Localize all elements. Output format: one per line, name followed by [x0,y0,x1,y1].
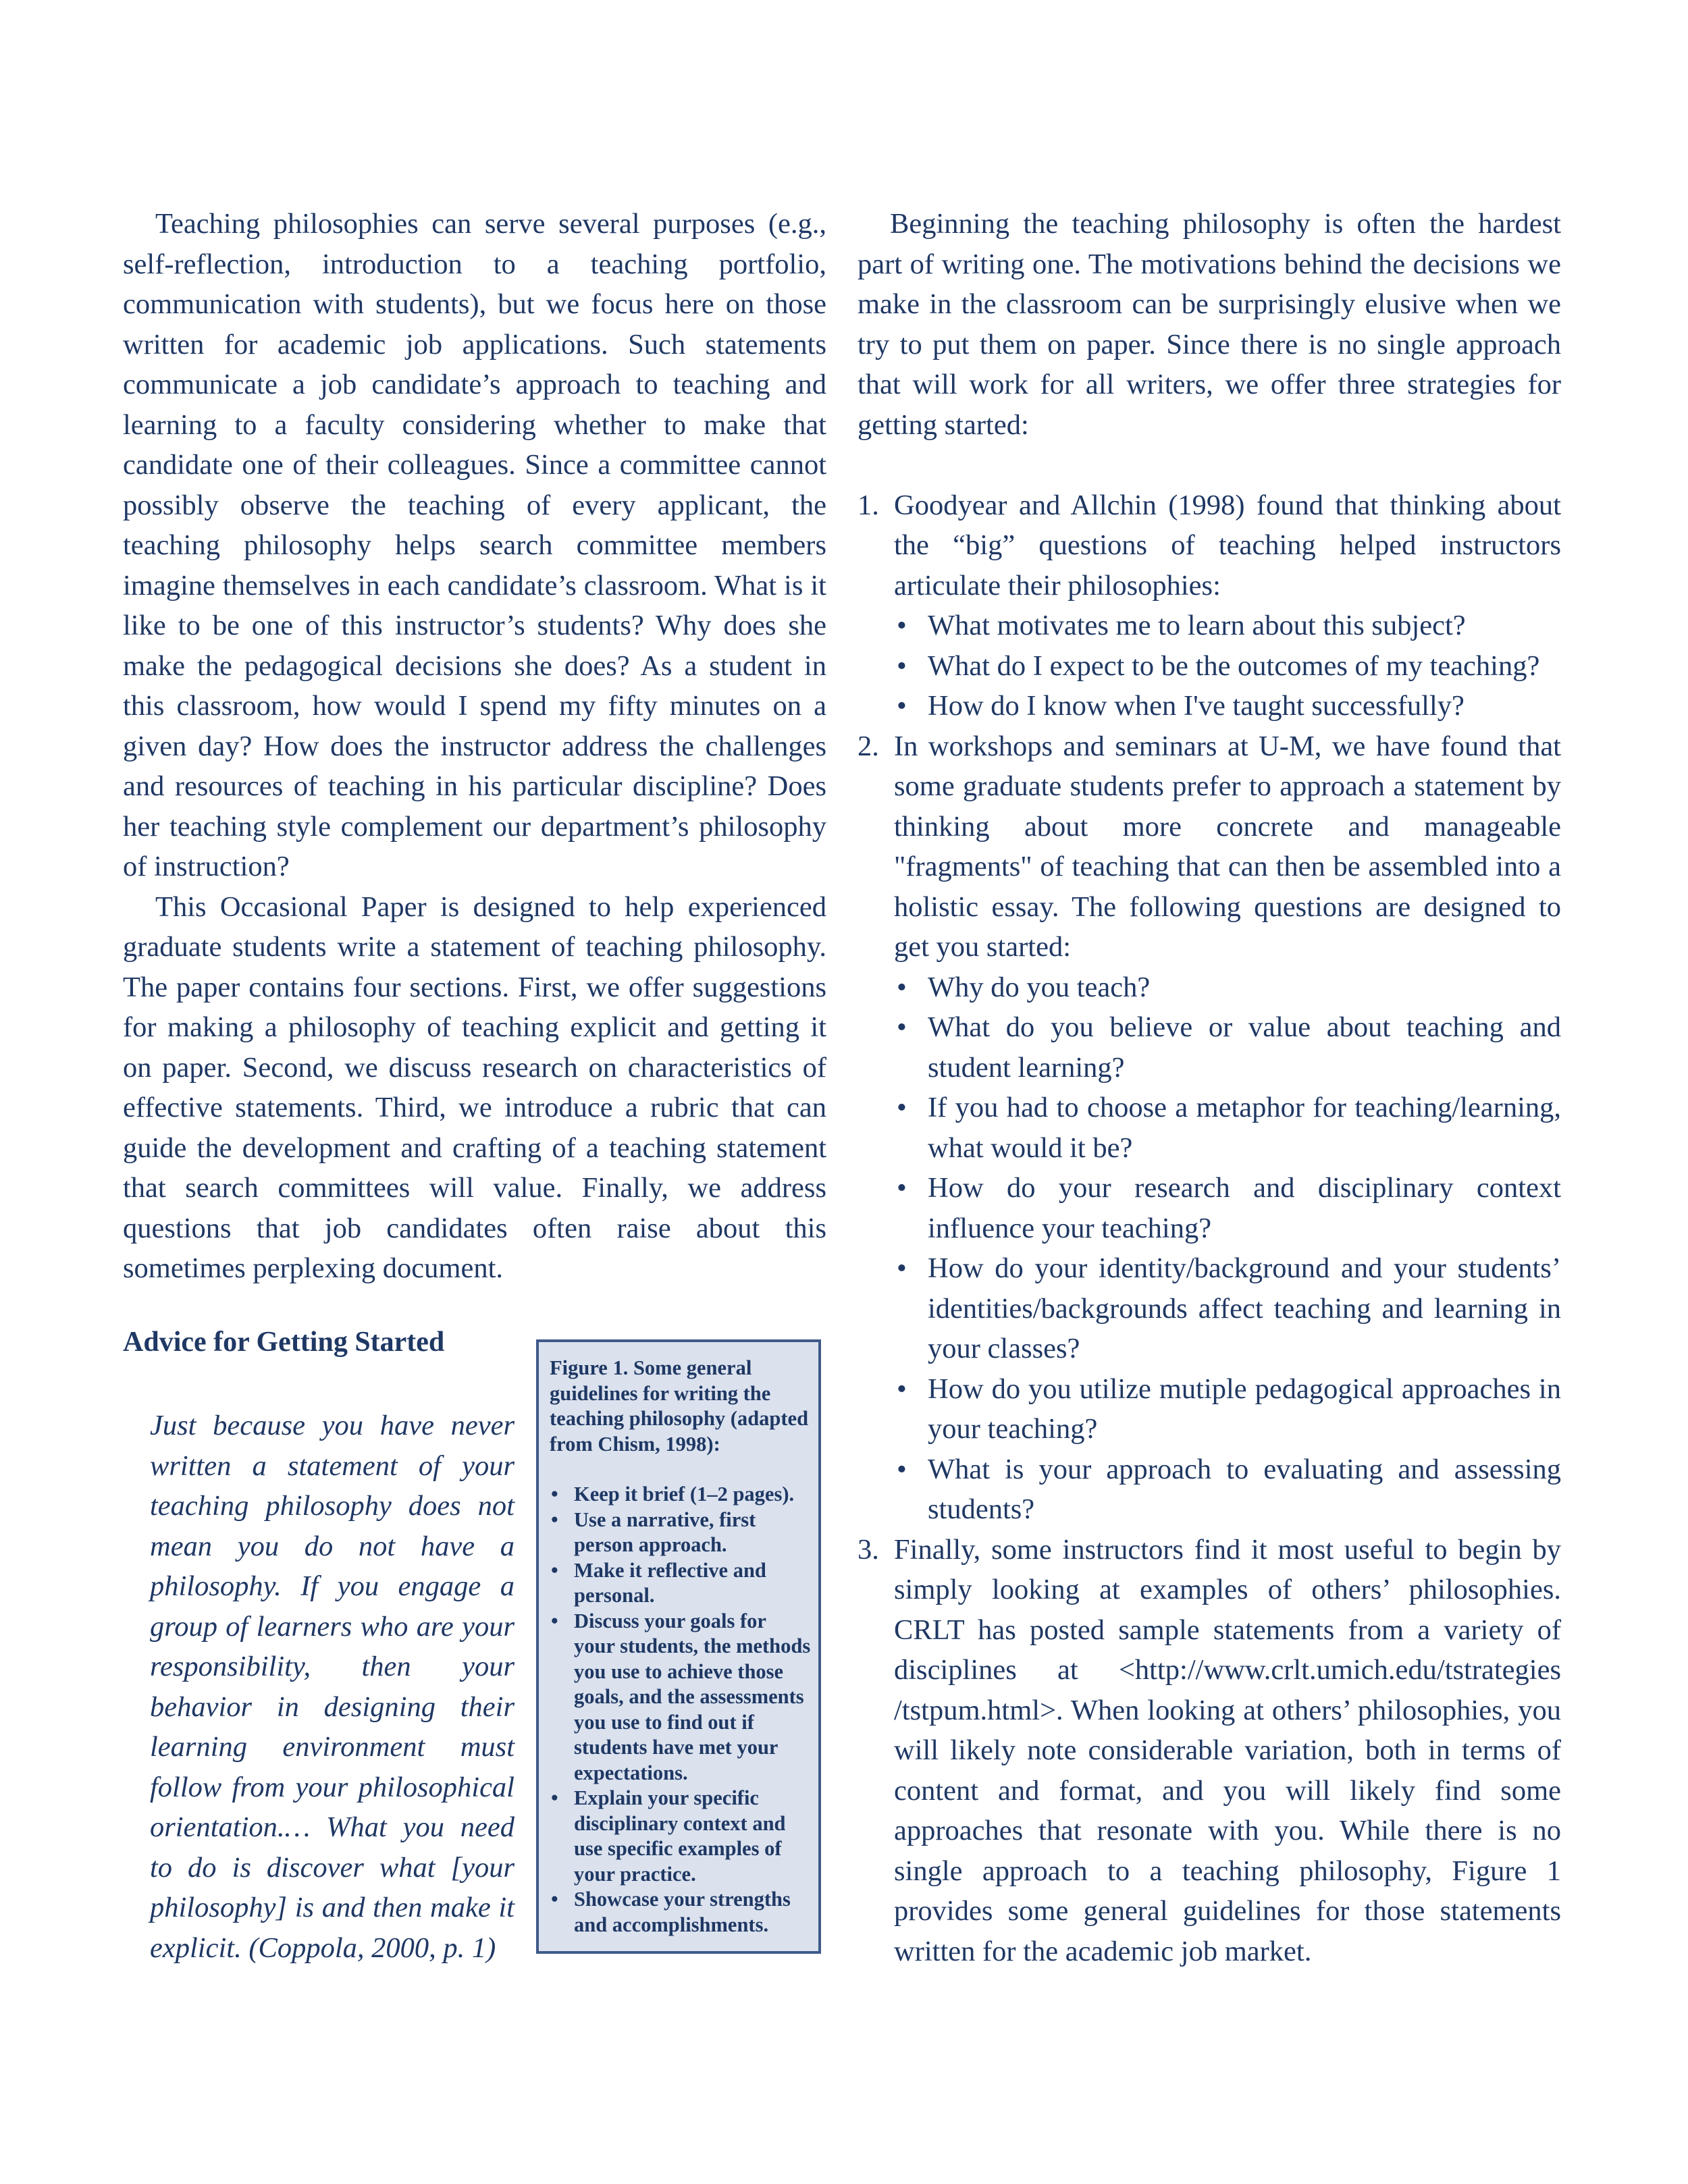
bullet-icon: • [897,1172,907,1204]
paragraph-beginning: Beginning the teaching philosophy is often the hardest part of writing one. The motivations behind the decisions we make in the classroom can be surprisingly elusive when we try to put them on paper. Since there is no single approach that will work for all writers, we offer three strategies for getting started: [858,208,1561,441]
strategies-list [858,485,1561,1972]
section-heading: Advice for Getting Started [123,1327,445,1358]
list-item: • Discuss your goals for your students, the methods you use to achieve those goals, and the assessments you use to find out if students have met your expectations. [551,1609,811,1784]
list-item: • Explain your specific disciplinary context and use specific examples of your practice. [551,1786,786,1886]
strategy-text: In workshops and seminars at U-M, we have found that some graduate students prefer to approach a statement by thinking about more concrete and manageable "fragments" of teaching that can then be assembled into a holistic essay. The following questions are designed to get you started: [894,730,1561,963]
list-item: • Why do you teach? [894,967,1561,1008]
bullet-icon: • [897,1373,907,1405]
bullet-icon: • [897,610,907,641]
bullet-icon: • [551,1786,558,1809]
strategy-3 [858,1530,1561,1972]
strategy-number: 2. [858,730,879,762]
list-item: • Make it reflective and personal. [551,1558,766,1607]
bullet-icon: • [551,1508,558,1531]
bullet-icon: • [551,1888,558,1911]
left-column [123,204,826,1289]
list-item: • Use a narrative, first person approach. [551,1508,756,1556]
bullet-icon: • [551,1483,558,1506]
figure-guidelines-list [550,1482,812,1938]
list-item: • How do your research and disciplinary context influence your teaching? [894,1168,1561,1248]
list-item: • What do you believe or value about teaching and student learning? [894,1007,1561,1088]
figure-1-box [536,1339,821,1954]
right-column [858,204,1561,1971]
bullet-icon: • [551,1609,558,1632]
strategy-text: Finally, some instructors find it most useful to begin by simply looking at examples of others’ philosophies. CRLT has posted sample statements from a variety of disciplines at <http://www.crlt.umich.edu/tstrategies /tstpum.html>. When looking at others’ philosophies, you will likely note considerable variation, both in terms of content and format, and you will likely find some approaches that resonate with you. While there is no single approach to a teaching philosophy, Figure 1 provides some general guidelines for those statements written for the academic job market. [894,1533,1561,1967]
paragraph-paper-overview: This Occasional Paper is designed to help experienced graduate students write a statement of teaching philosophy. The paper contains four sections. First, we offer suggestions for making a philosophy of teaching explicit and getting it on paper. Second, we discuss research on characteristics of effective statements. Third, we introduce a rubric that can guide the development and crafting of a teaching statement that search committees will value. Finally, we address questions that job candidates often raise about this sometimes perplexing document. [123,890,826,1284]
bullet-icon: • [897,649,907,682]
fragment-questions-list [894,967,1561,1530]
bullet-icon: • [551,1558,558,1582]
list-item: • Keep it brief (1–2 pages). [550,1482,812,1508]
figure-caption: Figure 1. Some general guidelines for writing the teaching philosophy (adapted from Chism, 1998): [550,1356,809,1456]
list-item: • What motivates me to learn about this subject? [894,606,1561,646]
coppola-quote: Just because you have never written a statement of your teaching philosophy does not mean you do not have a philosophy. If you engage a group of learners who are your responsibility, then your behavior in designing their learning environment must follow from your philosophical orientation.… What you need to do is discover what [your philosophy] is and then make it explicit. (Coppola, 2000, p. 1) [150,1410,515,1964]
strategy-number: 1. [858,489,879,521]
strategy-2 [858,726,1561,1530]
list-item: • How do your identity/background and your students’ identities/backgrounds affect teaching and learning in your classes? [894,1248,1561,1369]
strategy-1 [858,485,1561,726]
list-item: • How do you utilize mutiple pedagogical approaches in your teaching? [894,1369,1561,1449]
list-item: • What is your approach to evaluating and assessing students? [894,1449,1561,1530]
list-item: • Showcase your strengths and accomplishments. [551,1888,791,1936]
bullet-icon: • [897,690,907,722]
big-questions-list [894,606,1561,726]
strategy-number: 3. [858,1533,879,1566]
bullet-icon: • [897,1011,907,1043]
list-item: • What do I expect to be the outcomes of my teaching? [894,646,1561,687]
bullet-icon: • [897,1092,907,1123]
list-item: • How do I know when I've taught successfully? [894,686,1561,726]
strategy-text: Goodyear and Allchin (1998) found that thinking about the “big” questions of teaching helped instructors articulate their philosophies: [894,489,1561,602]
bullet-icon: • [897,1453,907,1485]
bullet-icon: • [897,971,907,1003]
list-item: • If you had to choose a metaphor for teaching/learning, what would it be? [894,1088,1561,1168]
paragraph-purposes: Teaching philosophies can serve several purposes (e.g., self-reflection, introduction to a teaching portfolio, communication with students), but we focus here on those written for academic job applications. Such statements communicate a job candidate’s approach to teaching and learning to a faculty considering whether to make that candidate one of their colleagues. Since a committee cannot possibly observe the teaching of every applicant, the teaching philosophy helps search committee members imagine themselves in each candidate’s classroom. What is it like to be one of this instructor’s students? Why does she make the pedagogical decisions she does? As a student in this classroom, how would I spend my fifty minutes on a given day? How does the instructor address the challenges and resources of teaching in his particular discipline? Does her teaching style complement our department’s philosophy of instruction? [123,208,826,882]
bullet-icon: • [897,1252,907,1284]
